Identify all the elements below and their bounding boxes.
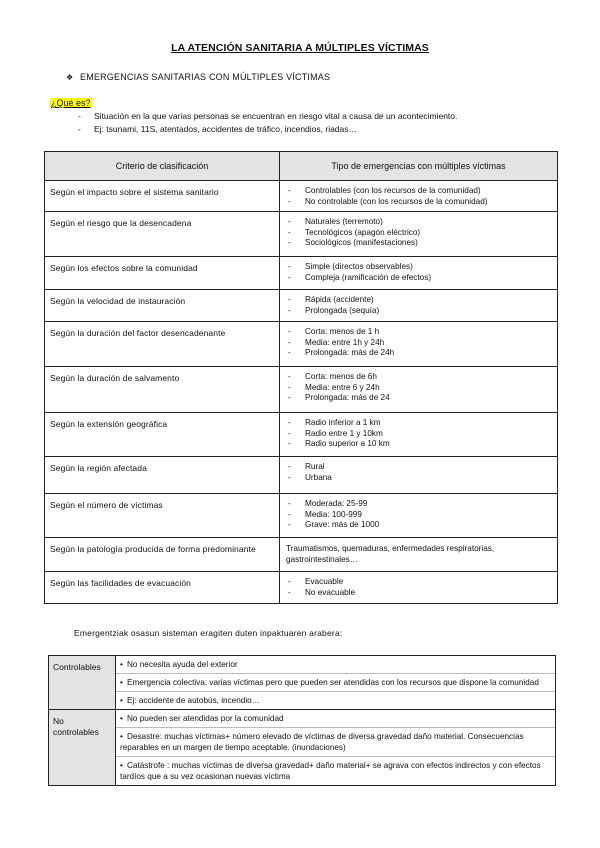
tipo-item: - Corta: menos de 6h xyxy=(286,372,553,383)
tipos-cell xyxy=(280,572,558,604)
list-item-text: No pueden ser atendidas por la comunidad xyxy=(127,714,284,723)
criterio-cell: Según la extensión geográfica xyxy=(45,413,280,457)
list-item: - Situación en la que varias personas se encuentran en riesgo vital a causa de un acontecimiento. xyxy=(78,110,457,123)
tipo-item: - Prolongada: más de 24h xyxy=(286,348,553,359)
tipos-cell xyxy=(280,457,558,494)
table-row xyxy=(49,710,556,786)
tipo-item: - Naturales (terremoto) xyxy=(286,217,553,228)
table-row xyxy=(45,257,558,290)
tipo-item: - Moderada: 25-99 xyxy=(286,499,553,510)
tipo-item: - Urbana xyxy=(286,473,553,484)
tipos-cell xyxy=(280,181,558,212)
list-item xyxy=(116,692,555,709)
list-item: - Ej: tsunami, 11S, atentados, accidentes de tráfico, incendios, riadas… xyxy=(78,123,457,136)
criterio-cell: Según las facilidades de evacuación xyxy=(45,572,280,604)
criterio-cell: Según la velocidad de instauración xyxy=(45,290,280,322)
table-row xyxy=(45,538,558,572)
basque-intro-line: Emergentziak osasun sisteman eragiten duten inpaktuaren arabera: xyxy=(74,628,343,638)
criterio-cell: Según el impacto sobre el sistema sanitario xyxy=(45,181,280,212)
list-item xyxy=(116,674,555,692)
row-label-controlables: Controlables xyxy=(49,656,116,710)
tipo-item: - Media: entre 6 y 24h xyxy=(286,383,553,394)
table-row xyxy=(45,494,558,538)
criterio-cell: Según la duración del factor desencadenante xyxy=(45,322,280,367)
tipo-item: - Media: entre 1h y 24h xyxy=(286,338,553,349)
table-header-row xyxy=(45,152,558,181)
tipos-cell xyxy=(280,322,558,367)
table-row xyxy=(45,322,558,367)
criterio-cell: Según la patología producida de forma predominante xyxy=(45,538,280,572)
tipos-cell xyxy=(280,413,558,457)
criterio-cell: Según el riesgo que la desencadena xyxy=(45,212,280,257)
tipos-cell xyxy=(280,212,558,257)
criterio-cell: Según el número de víctimas xyxy=(45,494,280,538)
impact-table xyxy=(48,655,556,786)
table-row xyxy=(49,656,556,710)
tipo-item: - Prolongada: más de 24 xyxy=(286,393,553,404)
table-row xyxy=(45,572,558,604)
tipos-cell xyxy=(280,367,558,413)
table-row xyxy=(45,413,558,457)
column-header-criterio: Criterio de clasificación xyxy=(45,152,280,181)
diamond-bullet-icon: ❖ xyxy=(66,73,74,82)
tipos-cell xyxy=(280,257,558,290)
tipo-item: - No evacuable xyxy=(286,588,553,599)
tipo-item: - Grave: más de 1000 xyxy=(286,520,553,531)
criterio-cell: Según la duración de salvamento xyxy=(45,367,280,413)
tipo-item: - Simple (directos observables) xyxy=(286,262,553,273)
tipo-item: - Controlables (con los recursos de la comunidad) xyxy=(286,186,553,197)
tipo-item: - Tecnológicos (apagón eléctrico) xyxy=(286,228,553,239)
list-item-text: No necesita ayuda del exterior xyxy=(127,660,238,669)
que-es-list xyxy=(78,110,457,136)
tipos-cell xyxy=(280,494,558,538)
tipo-item: - Radio entre 1 y 10km xyxy=(286,429,553,440)
tipo-item: - Sociológicos (manifestaciones) xyxy=(286,238,553,249)
list-item xyxy=(116,728,555,757)
list-item xyxy=(116,656,555,674)
list-item-text: Desastre: muchas víctimas+ número elevado de víctimas de diversa gravedad daño material. Consecuencias reparables en un margen de tiempo aceptable. (inundaciones) xyxy=(120,732,524,752)
criterio-cell: Según los efectos sobre la comunidad xyxy=(45,257,280,290)
table-row xyxy=(45,457,558,494)
section-heading-text: EMERGENCIAS SANITARIAS CON MÚLTIPLES VÍCTIMAS xyxy=(80,72,331,82)
list-item xyxy=(116,710,555,728)
table-row xyxy=(45,367,558,413)
list-item-text: Ej: accidente de autobús, incendio… xyxy=(127,696,260,705)
tipo-item: - Media: 100-999 xyxy=(286,510,553,521)
list-item xyxy=(116,757,555,785)
tipos-cell xyxy=(280,538,558,572)
tipo-item: - Radio inferior a 1 km xyxy=(286,418,553,429)
classification-table xyxy=(44,151,558,604)
page-title: LA ATENCIÓN SANITARIA A MÚLTIPLES VÍCTIMAS xyxy=(171,42,429,54)
tipo-item: - Evacuable xyxy=(286,577,553,588)
table-row xyxy=(45,290,558,322)
table-row xyxy=(45,181,558,212)
tipo-item: - Rápida (accidente) xyxy=(286,295,553,306)
row-content xyxy=(116,710,556,786)
tipo-item: - Rural xyxy=(286,462,553,473)
que-es-label: ¿Qué es? xyxy=(51,98,91,108)
list-item-text: Catástrofe : muchas víctimas de diversa gravedad+ daño material+ se agrava con efectos indirectos y con efectos tardíos que a su vez ocasionan nuevas víctima xyxy=(120,761,541,781)
row-content xyxy=(116,656,556,710)
tipo-item: - Compleja (ramificación de efectos) xyxy=(286,273,553,284)
table-row xyxy=(45,212,558,257)
list-item-text: Emergencia colectiva: varias víctimas pero que pueden ser atendidas con los recursos que dispone la comunidad xyxy=(127,678,539,687)
criterio-cell: Según la región afectada xyxy=(45,457,280,494)
tipos-cell xyxy=(280,290,558,322)
section-heading xyxy=(66,72,330,82)
tipo-item: - No controlable (con los recursos de la comunidad) xyxy=(286,197,553,208)
tipo-item: - Prolongada (sequía) xyxy=(286,306,553,317)
row-label-no-controlables: No controlables xyxy=(49,710,116,786)
tipo-item: - Radio superior a 10 km xyxy=(286,439,553,450)
tipo-text: Traumatismos, quemaduras, enfermedades respiratorias, gastrointestinales… xyxy=(286,544,495,564)
tipo-item: - Corta: menos de 1 h xyxy=(286,327,553,338)
column-header-tipo: Tipo de emergencias con múltiples víctimas xyxy=(280,152,558,181)
